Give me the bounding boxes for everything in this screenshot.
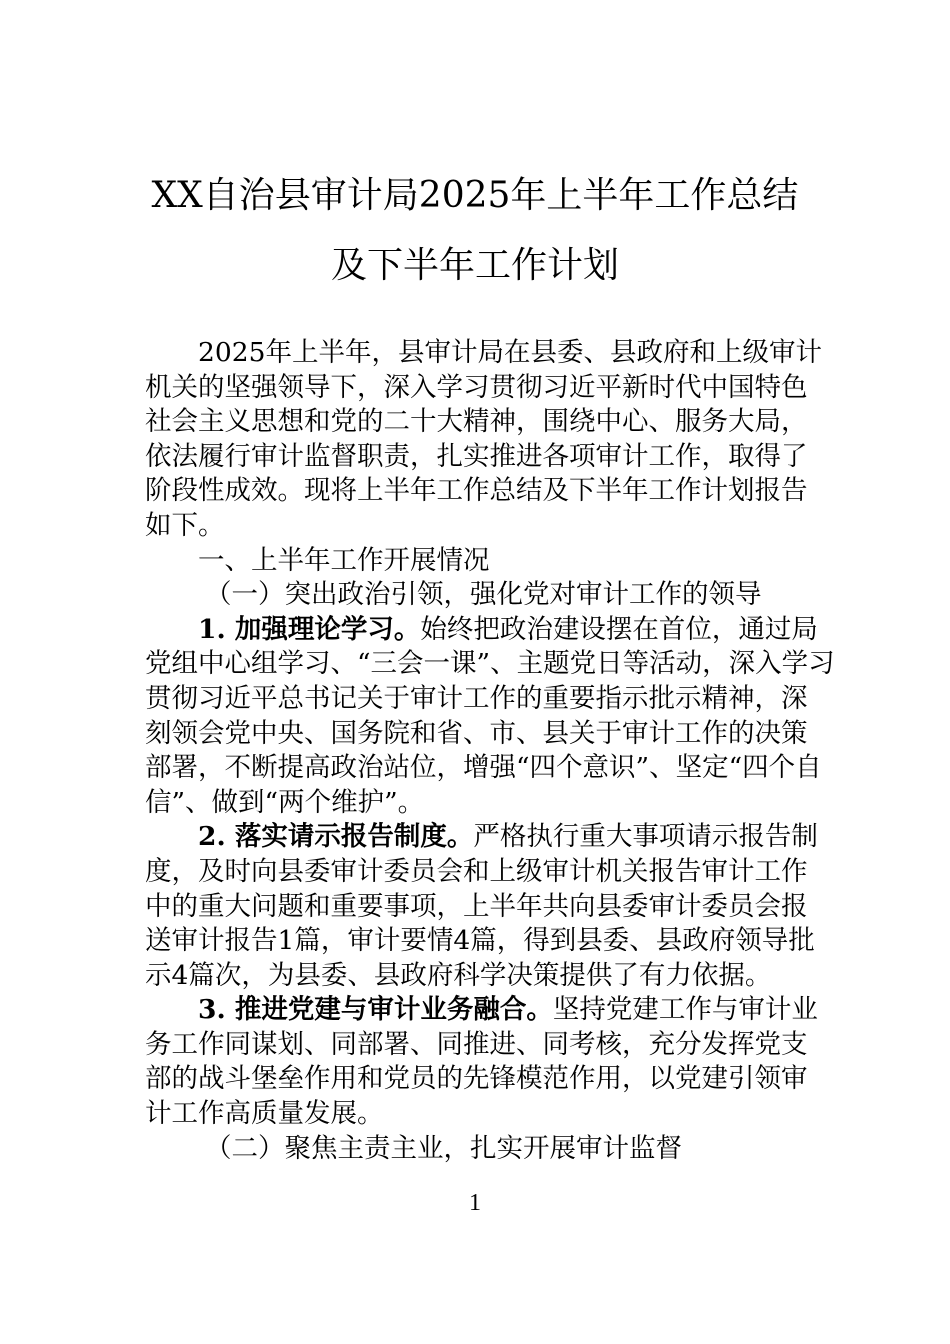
intro-line: 2025年上半年，县审计局在县委、县政府和上级审计 (198, 337, 822, 368)
item-2-line: 中的重大问题和重要事项，上半年共向县委审计委员会报 (145, 890, 808, 922)
item-1-lead: 1. 加强理论学习。 (198, 613, 421, 645)
item-1-line: 部署，不断提高政治站位，增强“四个意识”、坚定“四个自 (145, 752, 822, 784)
item-1-line: 刻领会党中央、国务院和省、市、县关于审计工作的决策 (145, 717, 808, 749)
page-number: 1 (469, 1190, 481, 1216)
item-2-line: 度，及时向县委审计委员会和上级审计机关报告审计工作 (145, 855, 808, 887)
item-1-text: 始终把政治建设摆在首位，通过局 (420, 613, 818, 645)
intro-line: 阶段性成效。现将上半年工作总结及下半年工作计划报告 (145, 475, 808, 507)
item-3-line: 计工作高质量发展。 (145, 1098, 384, 1130)
item-3-first-line (145, 993, 818, 1028)
intro-line: 如下。 (145, 509, 225, 541)
item-3-line: 务工作同谋划、同部署、同推进、同考核，充分发挥党支 (145, 1028, 808, 1060)
item-2-first-line (145, 820, 818, 855)
intro-line: 依法履行审计监督职责，扎实推进各项审计工作，取得了 (145, 440, 808, 472)
item-3-text: 坚持党建工作与审计业 (552, 994, 818, 1026)
section-heading: 一、上半年工作开展情况 (198, 544, 490, 576)
item-3-lead: 3. 推进党建与审计业务融合。 (198, 994, 553, 1026)
item-2-text: 严格执行重大事项请示报告制 (473, 821, 818, 853)
item-1-first-line (145, 613, 818, 648)
item-1-line: 党组中心组学习、“三会一课”、主题党日等活动，深入学习 (145, 648, 835, 680)
intro-line: 社会主义思想和党的二十大精神，围绕中心、服务大局， (145, 406, 808, 438)
item-2-line: 示4篇次，为县委、县政府科学决策提供了有力依据。 (145, 959, 772, 991)
item-1-line: 信”、做到“两个维护”。 (145, 786, 425, 818)
intro-line: 机关的坚强领导下，深入学习贯彻习近平新时代中国特色 (145, 371, 808, 403)
document-body (145, 336, 835, 1166)
document-title-line-2: 及下半年工作计划 (330, 245, 619, 286)
item-2-line: 送审计报告1篇，审计要情4篇，得到县委、县政府领导批 (145, 925, 815, 957)
subsection-heading: （二）聚焦主责主业，扎实开展审计监督 (205, 1132, 682, 1164)
document-title-line-1: XX自治县审计局2025年上半年工作总结 (151, 175, 799, 216)
item-1-line: 贯彻习近平总书记关于审计工作的重要指示批示精神，深 (145, 682, 808, 714)
item-3-line: 部的战斗堡垒作用和党员的先锋模范作用，以党建引领审 (145, 1063, 808, 1095)
subsection-heading: （一）突出政治引领，强化党对审计工作的领导 (205, 579, 762, 611)
item-2-lead: 2. 落实请示报告制度。 (198, 821, 474, 853)
